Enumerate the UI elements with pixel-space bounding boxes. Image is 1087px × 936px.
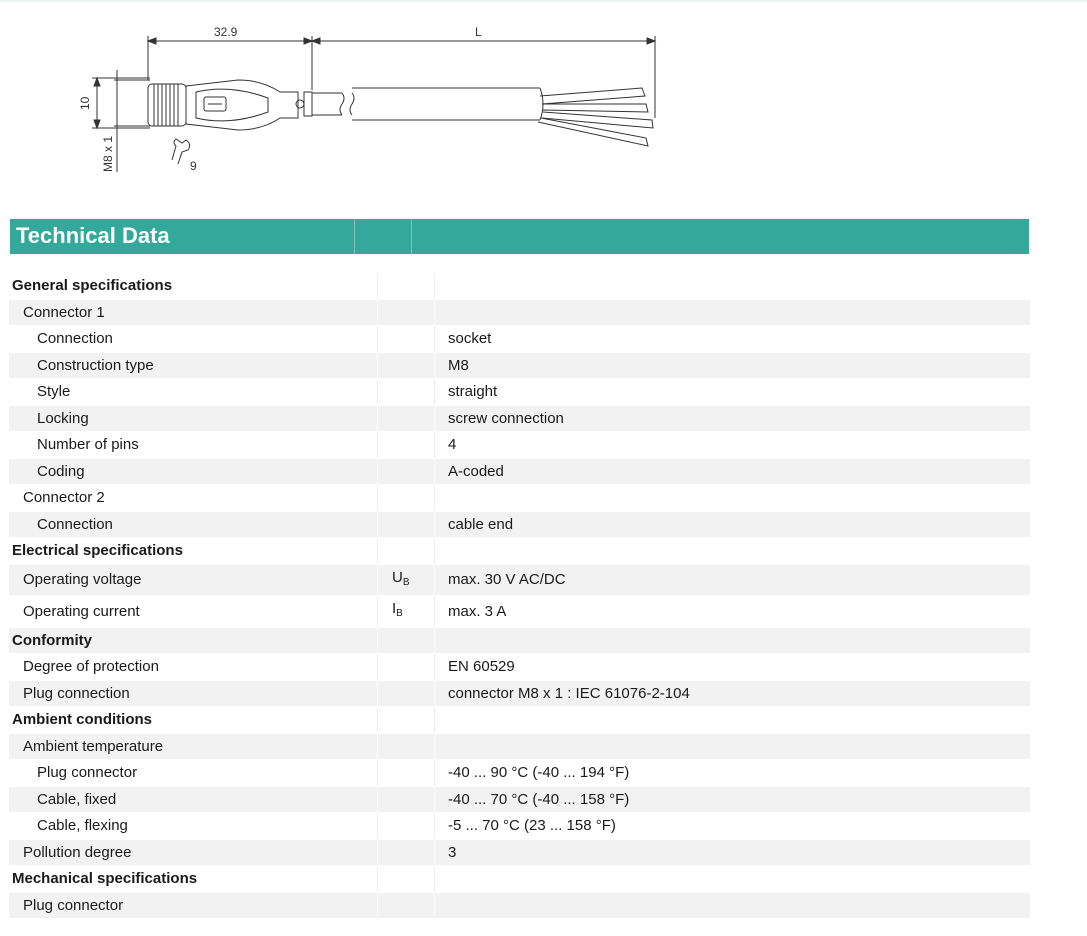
spec-value: [435, 300, 1030, 326]
spec-value: socket: [435, 326, 1030, 352]
symbol-letter: U: [392, 568, 403, 586]
symbol-subscript: B: [396, 608, 403, 619]
dim-thread: M8 x 1: [101, 135, 115, 172]
symbol-letter: I: [392, 600, 397, 617]
spec-value: -40 ... 90 °C (-40 ... 194 °F): [435, 760, 1030, 786]
spec-row: [9, 596, 1030, 627]
spec-label: Number of pins: [9, 432, 378, 458]
spec-row: [9, 734, 1030, 760]
spec-symbol: [378, 734, 435, 760]
spec-row: [9, 300, 1030, 326]
spec-label: Cable, flexing: [9, 813, 378, 839]
spec-symbol: [378, 596, 435, 627]
spec-value: max. 30 V AC/DC: [435, 565, 1030, 596]
spec-label: Connection: [9, 512, 378, 538]
spec-label: Ambient temperature: [9, 734, 378, 760]
spec-label: Connector 2: [9, 485, 378, 511]
spec-value: [435, 628, 1030, 654]
spec-value: -5 ... 70 °C (23 ... 158 °F): [435, 813, 1030, 839]
section-heading: Ambient conditions: [9, 707, 378, 733]
symbol-subscript: B: [402, 576, 410, 588]
spec-label: Degree of protection: [9, 654, 378, 680]
spec-symbol: [378, 379, 435, 405]
spec-value: connector M8 x 1 : IEC 61076-2-104: [435, 681, 1030, 707]
spec-row: [9, 353, 1030, 379]
spec-row: [9, 893, 1030, 919]
section-heading: Conformity: [9, 628, 378, 654]
spec-value: -40 ... 70 °C (-40 ... 158 °F): [435, 787, 1030, 813]
spec-section-row: [9, 707, 1030, 733]
spec-symbol: [378, 866, 435, 892]
spec-value: [435, 273, 1030, 299]
spec-label: Coding: [9, 459, 378, 485]
spec-label: Operating voltage: [9, 565, 378, 596]
spec-value: straight: [435, 379, 1030, 405]
spec-value: [435, 707, 1030, 733]
spec-label: Connection: [9, 326, 378, 352]
spec-value: max. 3 A: [435, 596, 1030, 627]
spec-symbol: [378, 654, 435, 680]
spec-value: [435, 538, 1030, 564]
spec-row: [9, 760, 1030, 786]
spec-row: [9, 681, 1030, 707]
spec-symbol: [378, 813, 435, 839]
wrench-size: 9: [190, 159, 197, 173]
spec-label: Operating current: [9, 596, 378, 627]
spec-label: Style: [9, 379, 378, 405]
spec-row: [9, 406, 1030, 432]
spec-value: 4: [435, 432, 1030, 458]
spec-symbol: [378, 787, 435, 813]
spec-label: Plug connector: [9, 893, 378, 919]
section-heading: Mechanical specifications: [9, 866, 378, 892]
spec-label: Connector 1: [9, 300, 378, 326]
spec-symbol: [378, 840, 435, 866]
spec-symbol: [378, 512, 435, 538]
spec-row: [9, 565, 1030, 596]
spec-symbol: [378, 760, 435, 786]
spec-symbol: [378, 565, 435, 596]
spec-symbol: [378, 538, 435, 564]
spec-label: Plug connector: [9, 760, 378, 786]
spec-label: Locking: [9, 406, 378, 432]
section-heading: Electrical specifications: [9, 538, 378, 564]
spec-row: [9, 787, 1030, 813]
spec-symbol: [378, 485, 435, 511]
spec-section-row: [9, 538, 1030, 564]
spec-label: Pollution degree: [9, 840, 378, 866]
spec-row: [9, 512, 1030, 538]
connector-dimension-drawing: [0, 0, 700, 190]
spec-symbol: [378, 893, 435, 919]
spec-row: [9, 459, 1030, 485]
section-heading: General specifications: [9, 273, 378, 299]
spec-symbol: [378, 681, 435, 707]
spec-symbol: [378, 326, 435, 352]
spec-section-row: [9, 273, 1030, 299]
spec-symbol: [378, 459, 435, 485]
spec-value: screw connection: [435, 406, 1030, 432]
spec-symbol: [378, 406, 435, 432]
spec-value: EN 60529: [435, 654, 1030, 680]
spec-label: Plug connection: [9, 681, 378, 707]
section-title: Technical Data: [10, 219, 355, 254]
spec-label: Cable, fixed: [9, 787, 378, 813]
spec-symbol: [378, 628, 435, 654]
spec-row: [9, 379, 1030, 405]
spec-symbol: [378, 353, 435, 379]
spec-symbol: [378, 432, 435, 458]
spec-value: [435, 866, 1030, 892]
spec-value: [435, 485, 1030, 511]
spec-table: [9, 272, 1030, 919]
spec-value: 3: [435, 840, 1030, 866]
spec-value: [435, 893, 1030, 919]
spec-symbol: [378, 273, 435, 299]
spec-row: [9, 654, 1030, 680]
spec-value: M8: [435, 353, 1030, 379]
dim-cable-length: L: [475, 25, 482, 39]
spec-row: [9, 432, 1030, 458]
technical-data-header: [10, 219, 1029, 254]
spec-row: [9, 326, 1030, 352]
dim-connector-length: 32.9: [214, 25, 238, 39]
spec-label: Construction type: [9, 353, 378, 379]
spec-symbol: [378, 707, 435, 733]
spec-section-row: [9, 628, 1030, 654]
spec-value: [435, 734, 1030, 760]
spec-section-row: [9, 866, 1030, 892]
spec-symbol: [378, 300, 435, 326]
spec-row: [9, 485, 1030, 511]
spec-value: A-coded: [435, 459, 1030, 485]
spec-row: [9, 840, 1030, 866]
spec-row: [9, 813, 1030, 839]
spec-value: cable end: [435, 512, 1030, 538]
dim-height: 10: [78, 96, 92, 110]
